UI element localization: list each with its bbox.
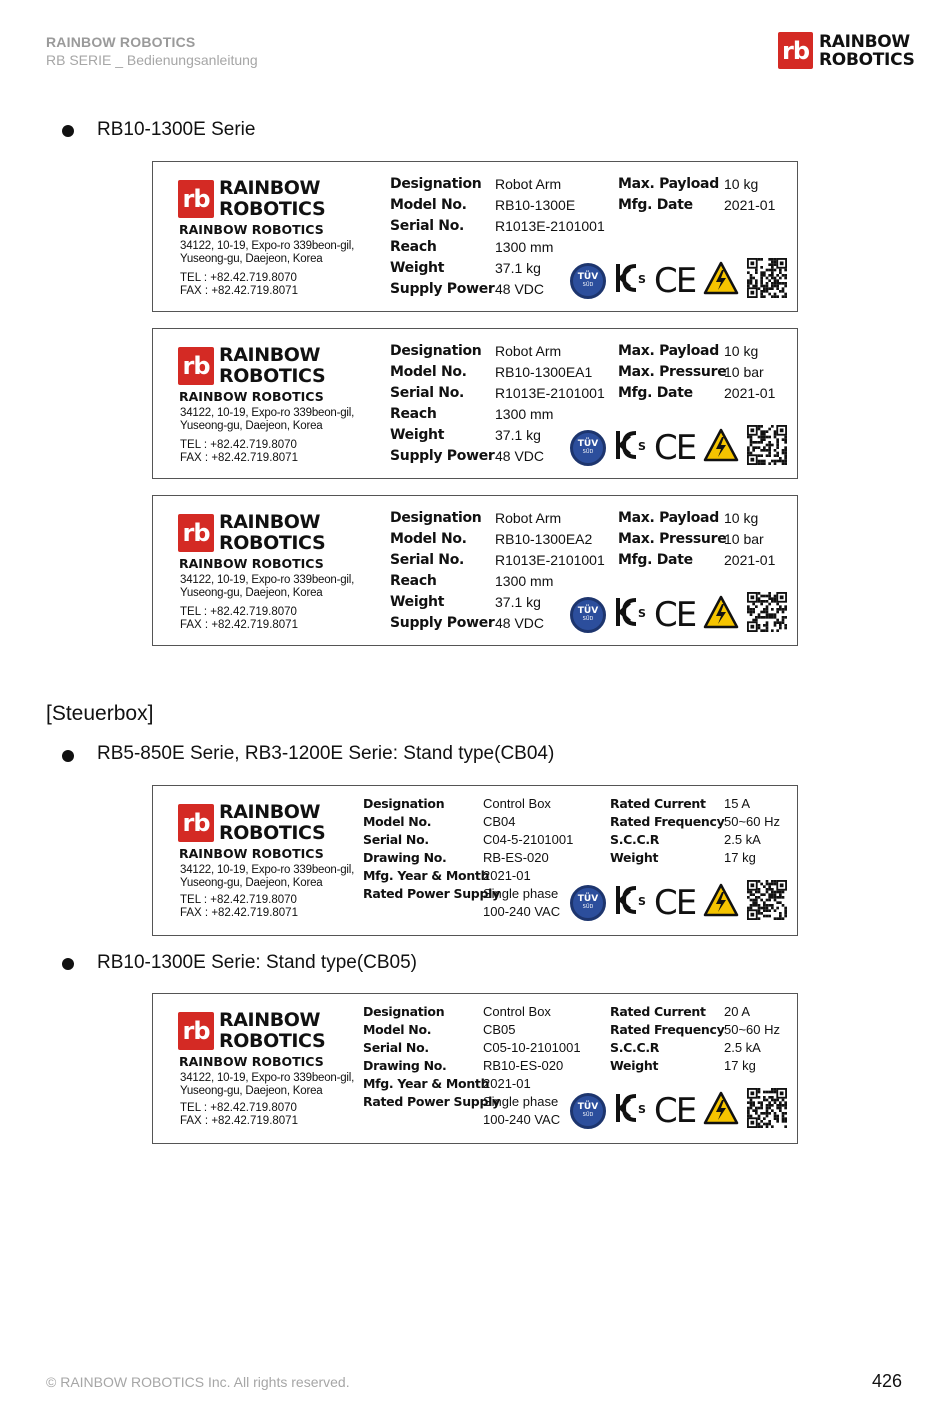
spec-value: 48 VDC [495, 448, 545, 464]
spec-value: 100-240 VAC [483, 904, 561, 919]
spec-value: 2021-01 [724, 385, 776, 401]
spec-label: Reach [390, 573, 437, 589]
kc-mark-icon [614, 261, 646, 300]
spec-value: 1300 mm [495, 406, 554, 422]
svg-text:S: S [638, 1103, 646, 1116]
spec-label: Designation [390, 343, 482, 359]
address-line-2: Yuseong-gu, Daejeon, Korea [180, 877, 323, 889]
spec-label: Max. Payload [618, 343, 719, 359]
plate-contact [180, 439, 298, 465]
spec-value: 50~60 Hz [724, 1022, 781, 1037]
logo-line2: ROBOTICS [219, 198, 326, 220]
spec-label: Serial No. [390, 552, 465, 568]
logo-line2: ROBOTICS [219, 822, 326, 844]
logo-wordmark [819, 33, 915, 69]
high-voltage-warning-icon [703, 428, 739, 467]
address-line-1: 34122, 10-19, Expo-ro 339beon-gil, [180, 864, 355, 876]
spec-label: Supply Power [390, 448, 495, 464]
tuv-sud-icon [570, 885, 606, 921]
fax-number: FAX : +82.42.719.8071 [180, 619, 298, 631]
spec-value: 37.1 kg [495, 260, 541, 276]
logo-line2: ROBOTICS [819, 49, 915, 70]
spec-label: Serial No. [390, 218, 465, 234]
spec-value: 2021-01 [483, 868, 531, 883]
spec-label: Serial No. [363, 1040, 429, 1055]
nameplate-1 [152, 161, 798, 312]
plate-contact [180, 894, 298, 920]
spec-value: RB10-1300EA2 [495, 531, 593, 547]
spec-label: Designation [390, 510, 482, 526]
spec-label: Rated Current [610, 1004, 706, 1019]
spec-label: Rated Power Supply [363, 1094, 500, 1109]
spec-value: Robot Arm [495, 343, 562, 359]
spec-value: C05-10-2101001 [483, 1040, 581, 1055]
spec-label: Model No. [390, 364, 467, 380]
spec-value: Single phase [483, 1094, 559, 1109]
spec-label: Reach [390, 239, 437, 255]
spec-value: CB05 [483, 1022, 516, 1037]
spec-value: 2021-01 [483, 1076, 531, 1091]
spec-label: Rated Power Supply [363, 886, 500, 901]
certification-marks [570, 1088, 787, 1133]
bullet-icon [62, 750, 74, 762]
logo-line1: RAINBOW [819, 31, 910, 52]
tuv-subtext: SÜD [582, 449, 594, 455]
cb05-heading: RB10-1300E Serie: Stand type(CB05) [97, 952, 418, 973]
ce-mark-icon: CE [654, 1090, 696, 1131]
ce-mark-icon: CE [654, 882, 696, 923]
spec-value: 2.5 kA [724, 1040, 761, 1055]
spec-label: Max. Pressure [618, 364, 727, 380]
plate-company-name: RAINBOW ROBOTICS [179, 846, 324, 861]
header-company: RAINBOW ROBOTICS [46, 34, 196, 50]
spec-value: RB10-ES-020 [483, 1058, 564, 1073]
spec-value: 37.1 kg [495, 427, 541, 443]
spec-label: Serial No. [390, 385, 465, 401]
plate-logo [178, 512, 325, 554]
plate-company-name: RAINBOW ROBOTICS [179, 389, 324, 404]
footer-copyright: © RAINBOW ROBOTICS Inc. All rights reserved. [46, 1374, 350, 1390]
spec-value: CB04 [483, 814, 516, 829]
spec-value: 2021-01 [724, 197, 776, 213]
plate-logo [178, 1010, 325, 1052]
high-voltage-warning-icon [703, 595, 739, 634]
high-voltage-warning-icon [703, 261, 739, 300]
spec-label: Mfg. Year & Month [363, 868, 490, 883]
tuv-text: TÜV [577, 606, 599, 616]
bullet-icon [62, 958, 74, 970]
spec-value: 1300 mm [495, 239, 554, 255]
logo-wordmark [219, 345, 325, 387]
tuv-subtext: SÜD [582, 904, 594, 910]
kc-mark-icon [614, 883, 646, 922]
spec-label: Weight [610, 1058, 659, 1073]
tuv-text: TÜV [577, 1102, 599, 1112]
rb-logo-mark: rb [178, 347, 214, 385]
tuv-sud-icon [570, 597, 606, 633]
spec-value: Control Box [483, 1004, 551, 1019]
plate-address [180, 1072, 354, 1098]
spec-label: Designation [390, 176, 482, 192]
fax-number: FAX : +82.42.719.8071 [180, 1115, 298, 1127]
spec-label: Max. Payload [618, 176, 719, 192]
certification-marks [570, 258, 787, 303]
spec-label: Supply Power [390, 615, 495, 631]
spec-label: Max. Payload [618, 510, 719, 526]
kc-mark-icon [614, 428, 646, 467]
tuv-text: TÜV [577, 894, 599, 904]
arm-series-heading: RB10-1300E Serie [97, 119, 256, 140]
spec-label: Model No. [390, 197, 467, 213]
spec-value: 20 A [724, 1004, 751, 1019]
logo-line2: ROBOTICS [219, 365, 326, 387]
address-line-2: Yuseong-gu, Daejeon, Korea [180, 253, 323, 265]
qr-code-icon [747, 258, 787, 303]
spec-value: R1013E-2101001 [495, 385, 605, 401]
svg-text:S: S [638, 607, 646, 620]
spec-value: 15 A [724, 796, 751, 811]
logo-line1: RAINBOW [219, 344, 321, 366]
plate-company-name: RAINBOW ROBOTICS [179, 556, 324, 571]
plate-logo [178, 178, 325, 220]
fax-number: FAX : +82.42.719.8071 [180, 907, 298, 919]
ce-mark-icon: CE [654, 260, 696, 301]
ce-mark-icon: CE [654, 427, 696, 468]
tuv-text: TÜV [577, 272, 599, 282]
logo-wordmark [219, 512, 325, 554]
spec-label: Mfg. Year & Month [363, 1076, 490, 1091]
spec-label: Rated Frequency [610, 1022, 725, 1037]
kc-mark-icon [614, 1091, 646, 1130]
controller-section-title: [Steuerbox] [46, 702, 154, 725]
address-line-1: 34122, 10-19, Expo-ro 339beon-gil, [180, 574, 355, 586]
page-number: 426 [872, 1371, 903, 1391]
nameplate-2 [152, 328, 798, 479]
plate-contact [180, 1102, 298, 1128]
logo-line1: RAINBOW [219, 511, 321, 533]
tuv-sud-icon [570, 430, 606, 466]
plate-contact [180, 606, 298, 632]
spec-label: Max. Pressure [618, 531, 727, 547]
spec-label: Model No. [363, 1022, 432, 1037]
spec-label: Weight [390, 594, 445, 610]
spec-label: Designation [363, 796, 445, 811]
nameplate-5 [152, 993, 798, 1144]
spec-value: Robot Arm [495, 510, 562, 526]
spec-label: Weight [610, 850, 659, 865]
rb-logo-mark: rb [778, 32, 813, 69]
spec-value: RB10-1300EA1 [495, 364, 593, 380]
plate-company-name: RAINBOW ROBOTICS [179, 1054, 324, 1069]
rainbow-robotics-logo [778, 32, 915, 69]
logo-line1: RAINBOW [219, 177, 321, 199]
nameplate-4 [152, 785, 798, 936]
fax-number: FAX : +82.42.719.8071 [180, 285, 298, 297]
spec-label: Drawing No. [363, 850, 447, 865]
logo-wordmark [219, 178, 325, 220]
logo-wordmark [219, 802, 325, 844]
spec-label: Model No. [390, 531, 467, 547]
spec-value: Control Box [483, 796, 551, 811]
kc-mark-icon [614, 595, 646, 634]
spec-label: Designation [363, 1004, 445, 1019]
rb-logo-mark: rb [178, 180, 214, 218]
spec-label: Model No. [363, 814, 432, 829]
logo-wordmark [219, 1010, 325, 1052]
spec-label: S.C.C.R [610, 832, 660, 847]
cb04-heading: RB5-850E Serie, RB3-1200E Serie: Stand type(CB04) [97, 743, 555, 764]
tuv-text: TÜV [577, 439, 599, 449]
qr-code-icon [747, 425, 787, 470]
plate-address [180, 407, 354, 433]
tuv-subtext: SÜD [582, 1112, 594, 1118]
plate-contact [180, 272, 298, 298]
spec-value: 48 VDC [495, 281, 545, 297]
tel-number: TEL : +82.42.719.8070 [180, 1102, 297, 1114]
spec-value: 10 bar [724, 364, 764, 380]
spec-label: Weight [390, 427, 445, 443]
spec-label: Weight [390, 260, 445, 276]
spec-value: R1013E-2101001 [495, 218, 605, 234]
spec-value: 2.5 kA [724, 832, 761, 847]
spec-label: Supply Power [390, 281, 495, 297]
rb-logo-mark: rb [178, 1012, 214, 1050]
spec-value: R1013E-2101001 [495, 552, 605, 568]
spec-value: 48 VDC [495, 615, 545, 631]
logo-line1: RAINBOW [219, 1009, 321, 1031]
certification-marks [570, 592, 787, 637]
address-line-1: 34122, 10-19, Expo-ro 339beon-gil, [180, 407, 355, 419]
certification-marks [570, 425, 787, 470]
spec-value: 100-240 VAC [483, 1112, 561, 1127]
spec-value: 17 kg [724, 1058, 756, 1073]
bullet-icon [62, 125, 74, 137]
address-line-1: 34122, 10-19, Expo-ro 339beon-gil, [180, 240, 355, 252]
address-line-1: 34122, 10-19, Expo-ro 339beon-gil, [180, 1072, 355, 1084]
spec-label: Mfg. Date [618, 197, 693, 213]
spec-value: RB10-1300E [495, 197, 576, 213]
plate-address [180, 864, 354, 890]
rb-logo-mark: rb [178, 804, 214, 842]
tel-number: TEL : +82.42.719.8070 [180, 272, 297, 284]
svg-text:S: S [638, 440, 646, 453]
plate-address [180, 574, 354, 600]
plate-logo [178, 345, 325, 387]
spec-label: Drawing No. [363, 1058, 447, 1073]
high-voltage-warning-icon [703, 1091, 739, 1130]
address-line-2: Yuseong-gu, Daejeon, Korea [180, 587, 323, 599]
header-subtitle: RB SERIE _ Bedienungsanleitung [46, 52, 258, 68]
spec-value: 1300 mm [495, 573, 554, 589]
tel-number: TEL : +82.42.719.8070 [180, 606, 297, 618]
spec-label: Serial No. [363, 832, 429, 847]
spec-value: RB-ES-020 [483, 850, 549, 865]
address-line-2: Yuseong-gu, Daejeon, Korea [180, 420, 323, 432]
logo-line2: ROBOTICS [219, 1030, 326, 1052]
qr-code-icon [747, 880, 787, 925]
rb-logo-mark: rb [178, 514, 214, 552]
qr-code-icon [747, 1088, 787, 1133]
tel-number: TEL : +82.42.719.8070 [180, 894, 297, 906]
tel-number: TEL : +82.42.719.8070 [180, 439, 297, 451]
spec-label: S.C.C.R [610, 1040, 660, 1055]
logo-line2: ROBOTICS [219, 532, 326, 554]
spec-value: 17 kg [724, 850, 756, 865]
tuv-subtext: SÜD [582, 282, 594, 288]
spec-value: Robot Arm [495, 176, 562, 192]
plate-company-name: RAINBOW ROBOTICS [179, 222, 324, 237]
address-line-2: Yuseong-gu, Daejeon, Korea [180, 1085, 323, 1097]
spec-value: 10 bar [724, 531, 764, 547]
high-voltage-warning-icon [703, 883, 739, 922]
fax-number: FAX : +82.42.719.8071 [180, 452, 298, 464]
spec-value: 50~60 Hz [724, 814, 781, 829]
plate-address [180, 240, 354, 266]
spec-label: Mfg. Date [618, 385, 693, 401]
spec-value: 10 kg [724, 343, 759, 359]
spec-value: 10 kg [724, 510, 759, 526]
spec-value: C04-5-2101001 [483, 832, 574, 847]
spec-label: Rated Frequency [610, 814, 725, 829]
spec-value: 10 kg [724, 176, 759, 192]
tuv-sud-icon [570, 1093, 606, 1129]
svg-text:S: S [638, 895, 646, 908]
logo-line1: RAINBOW [219, 801, 321, 823]
spec-value: 37.1 kg [495, 594, 541, 610]
qr-code-icon [747, 592, 787, 637]
svg-text:S: S [638, 273, 646, 286]
spec-label: Rated Current [610, 796, 706, 811]
certification-marks [570, 880, 787, 925]
ce-mark-icon: CE [654, 594, 696, 635]
spec-label: Mfg. Date [618, 552, 693, 568]
tuv-subtext: SÜD [582, 616, 594, 622]
spec-value: Single phase [483, 886, 559, 901]
nameplate-3 [152, 495, 798, 646]
spec-label: Reach [390, 406, 437, 422]
plate-logo [178, 802, 325, 844]
spec-value: 2021-01 [724, 552, 776, 568]
tuv-sud-icon [570, 263, 606, 299]
